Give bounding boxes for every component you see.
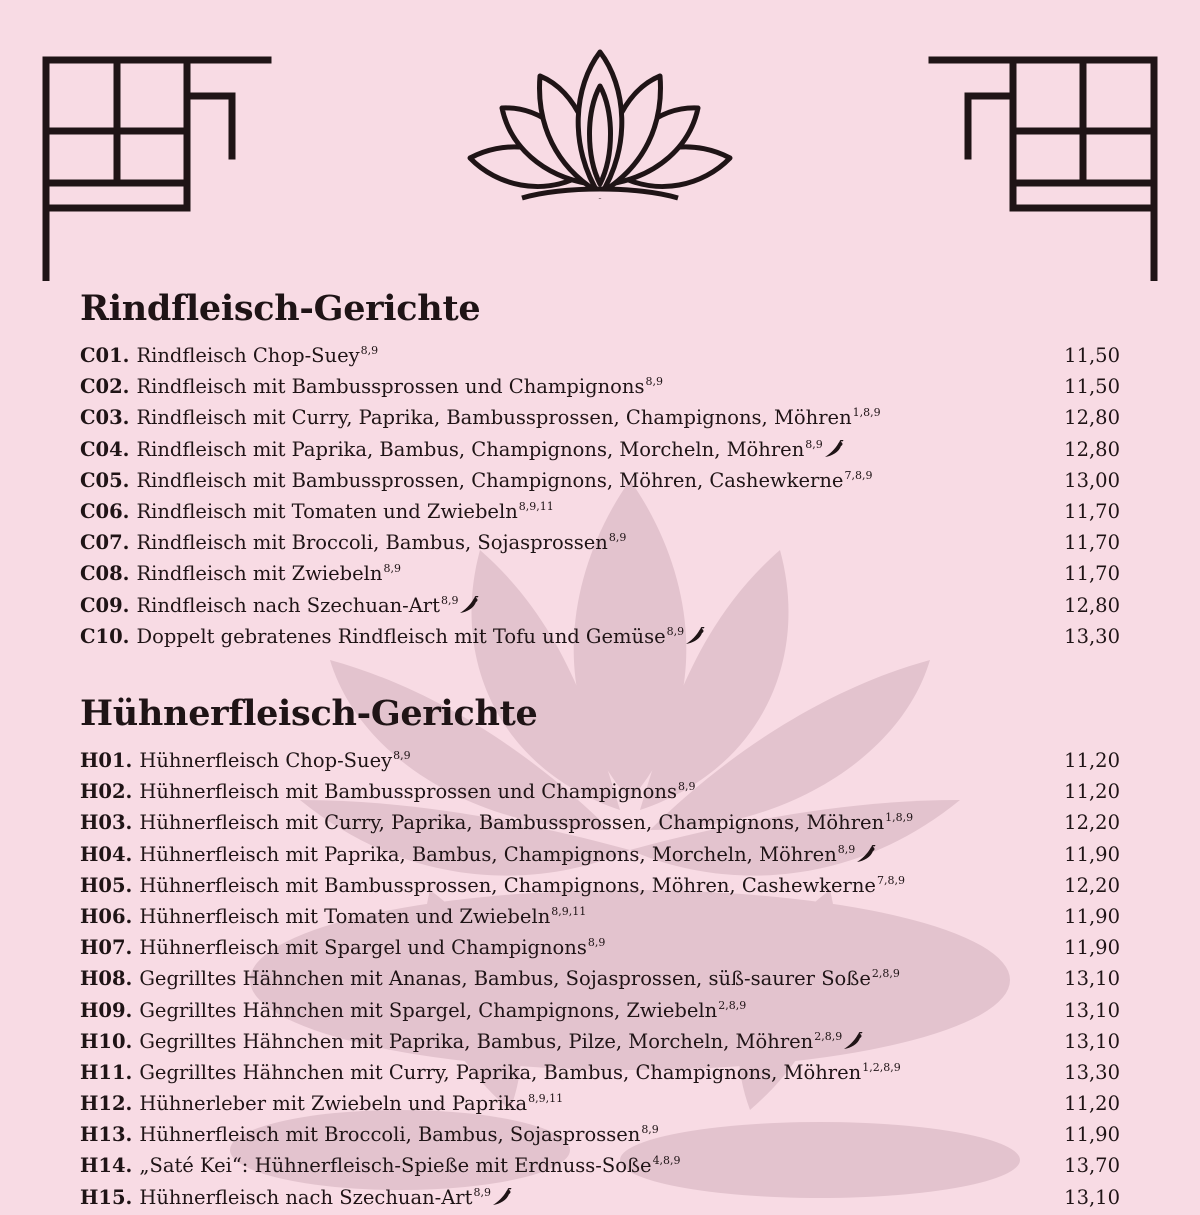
item-code: C05.: [80, 468, 130, 492]
item-price: 11,90: [1064, 936, 1120, 960]
item-price: 11,90: [1064, 1123, 1120, 1147]
item-price: 13,30: [1064, 1060, 1120, 1084]
item-name: Hühnerleber mit Zwiebeln und Paprika: [139, 1092, 528, 1116]
item-name: Rindfleisch mit Bambussprossen, Champignons, Möhren, Cashewkerne: [136, 468, 844, 492]
allergen-codes: 7,8,9: [876, 873, 905, 887]
item-price: 13,00: [1064, 468, 1120, 492]
item-name: Rindfleisch nach Szechuan-Art: [136, 593, 440, 617]
item-code: C10.: [80, 624, 130, 648]
chili-pepper-icon: [685, 623, 705, 641]
menu-item: [80, 460, 1120, 491]
item-code: H08.: [80, 967, 133, 991]
menu-section-chicken: [80, 688, 1120, 1208]
menu-item: [80, 1145, 1120, 1176]
allergen-codes: 8,9: [677, 780, 696, 794]
chili-pepper-icon: [492, 1184, 512, 1202]
item-code: H09.: [80, 998, 133, 1022]
menu-item-label: [80, 616, 705, 652]
item-code: H02.: [80, 780, 133, 804]
menu-item: [80, 616, 1120, 647]
menu-item: [80, 1052, 1120, 1083]
item-name: Rindfleisch mit Curry, Paprika, Bambussprossen, Champignons, Möhren: [136, 406, 852, 430]
item-code: H12.: [80, 1092, 133, 1116]
item-code: H14.: [80, 1154, 133, 1178]
menu-item: [80, 1114, 1120, 1145]
item-price: 12,80: [1064, 593, 1120, 617]
allergen-codes: 2,8,9: [871, 967, 900, 981]
item-code: H11.: [80, 1060, 133, 1084]
chili-pepper-icon: [856, 841, 876, 859]
item-name: Hühnerfleisch mit Tomaten und Zwiebeln: [139, 904, 551, 928]
allergen-codes: 8,9,11: [528, 1092, 564, 1106]
item-name: „Saté Kei“: Hühnerfleisch-Spieße mit Erdnuss-Soße: [139, 1154, 652, 1178]
item-name: Hühnerfleisch mit Bambussprossen, Champignons, Möhren, Cashewkerne: [139, 873, 876, 897]
menu-item: [80, 802, 1120, 833]
allergen-codes: 8,9: [837, 842, 856, 856]
item-code: H03.: [80, 811, 133, 835]
item-code: C09.: [80, 593, 130, 617]
allergen-codes: 8,9: [608, 531, 627, 545]
item-price: 11,20: [1064, 1092, 1120, 1116]
item-price: 11,70: [1064, 499, 1120, 523]
item-code: H05.: [80, 873, 133, 897]
chinese-corner-ornament-icon: [928, 56, 1158, 281]
allergen-codes: 8,9: [473, 1185, 491, 1199]
item-name: Hühnerfleisch mit Spargel und Champignons: [139, 936, 587, 960]
item-code: C07.: [80, 531, 130, 555]
menu-item: [80, 397, 1120, 428]
allergen-codes: 8,9: [393, 749, 411, 762]
menu-item: [80, 927, 1120, 958]
item-code: H06.: [80, 904, 133, 928]
item-name: Gegrilltes Hähnchen mit Paprika, Bambus, Pilze, Morcheln, Möhren: [139, 1029, 814, 1053]
allergen-codes: 8,9,11: [518, 499, 554, 513]
section-title: Hühnerfleisch-Gerichte: [80, 693, 538, 734]
item-price: 11,70: [1064, 562, 1120, 586]
allergen-codes: 8,9: [587, 936, 606, 950]
item-name: Rindfleisch Chop-Suey: [136, 344, 360, 367]
allergen-codes: 8,9: [666, 624, 685, 638]
allergen-codes: 8,9: [805, 437, 823, 451]
item-name: Hühnerfleisch mit Paprika, Bambus, Champignons, Morcheln, Möhren: [139, 842, 837, 866]
menu-item: [80, 958, 1120, 989]
menu-item: [80, 740, 1120, 771]
item-name: Hühnerfleisch mit Curry, Paprika, Bambussprossen, Champignons, Möhren: [139, 811, 885, 835]
allergen-codes: 1,8,9: [852, 406, 881, 420]
item-name: Gegrilltes Hähnchen mit Curry, Paprika, Bambus, Champignons, Möhren: [139, 1060, 862, 1084]
allergen-codes: 7,8,9: [844, 468, 873, 482]
item-code: H07.: [80, 936, 133, 960]
item-name: Hühnerfleisch Chop-Suey: [139, 749, 393, 772]
item-price: 13,30: [1064, 624, 1120, 648]
item-price: 13,70: [1064, 1154, 1120, 1178]
chili-pepper-icon: [459, 592, 479, 610]
item-name: Rindfleisch mit Tomaten und Zwiebeln: [136, 499, 518, 523]
item-code: H01.: [80, 749, 133, 772]
item-price: 11,70: [1064, 531, 1120, 555]
item-code: C01.: [80, 344, 130, 367]
menu-item: [80, 834, 1120, 865]
item-price: 13,10: [1064, 1029, 1120, 1053]
menu-item: [80, 522, 1120, 553]
allergen-codes: 2,8,9: [814, 1029, 843, 1043]
item-code: H15.: [80, 1185, 133, 1209]
item-price: 12,80: [1064, 437, 1120, 461]
item-name: Hühnerfleisch mit Broccoli, Bambus, Sojasprossen: [139, 1123, 641, 1147]
item-name: Rindfleisch mit Bambussprossen und Champignons: [136, 375, 645, 399]
menu-item: [80, 771, 1120, 802]
allergen-codes: 8,9: [383, 562, 401, 576]
allergen-codes: 2,8,9: [718, 998, 747, 1012]
menu-item: [80, 366, 1120, 397]
item-price: 11,50: [1064, 375, 1120, 399]
item-code: C08.: [80, 562, 130, 586]
allergen-codes: 1,2,8,9: [862, 1060, 901, 1074]
allergen-codes: 8,9: [645, 375, 663, 389]
item-code: C06.: [80, 499, 130, 523]
menu-item: [80, 1021, 1120, 1052]
item-name: Hühnerfleisch mit Bambussprossen und Champignons: [139, 780, 677, 804]
allergen-codes: 8,9: [360, 344, 379, 357]
menu-item-list: [80, 335, 1120, 647]
item-price: 11,90: [1064, 842, 1120, 866]
item-name: Doppelt gebratenes Rindfleisch mit Tofu und Gemüse: [136, 624, 666, 648]
chili-pepper-icon: [824, 436, 844, 454]
allergen-codes: 4,8,9: [652, 1154, 681, 1168]
item-price: 13,10: [1064, 1185, 1120, 1209]
item-name: Hühnerfleisch nach Szechuan-Art: [139, 1185, 473, 1209]
item-name: Rindfleisch mit Broccoli, Bambus, Sojasprossen: [136, 531, 608, 555]
section-title: Rindfleisch-Gerichte: [80, 288, 481, 329]
item-code: C03.: [80, 406, 130, 430]
allergen-codes: 8,9: [641, 1123, 659, 1137]
menu-item: [80, 429, 1120, 460]
item-code: H04.: [80, 842, 133, 866]
allergen-codes: 1,8,9: [885, 811, 914, 825]
item-price: 11,20: [1064, 749, 1120, 772]
menu-item-list: [80, 740, 1120, 1208]
item-name: Gegrilltes Hähnchen mit Ananas, Bambus, Sojasprossen, süß-saurer Soße: [139, 967, 871, 991]
item-price: 11,20: [1064, 780, 1120, 804]
item-price: 12,20: [1064, 811, 1120, 835]
allergen-codes: 8,9,11: [551, 904, 587, 918]
item-name: Rindfleisch mit Zwiebeln: [136, 562, 383, 586]
item-price: 12,80: [1064, 406, 1120, 430]
chinese-corner-ornament-icon: [42, 56, 272, 281]
item-code: C04.: [80, 437, 130, 461]
item-price: 11,90: [1064, 904, 1120, 928]
item-name: Rindfleisch mit Paprika, Bambus, Champignons, Morcheln, Möhren: [136, 437, 805, 461]
item-price: 12,20: [1064, 873, 1120, 897]
allergen-codes: 8,9: [440, 593, 459, 607]
item-code: H13.: [80, 1123, 133, 1147]
item-price: 11,50: [1064, 344, 1120, 367]
item-name: Gegrilltes Hähnchen mit Spargel, Champignons, Zwiebeln: [139, 998, 718, 1022]
item-price: 13,10: [1064, 998, 1120, 1022]
menu-section-beef: [80, 283, 1120, 647]
menu-item-label: [80, 1177, 512, 1213]
item-price: 13,10: [1064, 967, 1120, 991]
menu-item: [80, 335, 1120, 366]
menu-item: [80, 990, 1120, 1021]
item-code: H10.: [80, 1029, 133, 1053]
chili-pepper-icon: [843, 1028, 863, 1046]
item-code: C02.: [80, 375, 130, 399]
menu-item: [80, 865, 1120, 896]
menu-item: [80, 585, 1120, 616]
lotus-icon: [462, 46, 738, 206]
